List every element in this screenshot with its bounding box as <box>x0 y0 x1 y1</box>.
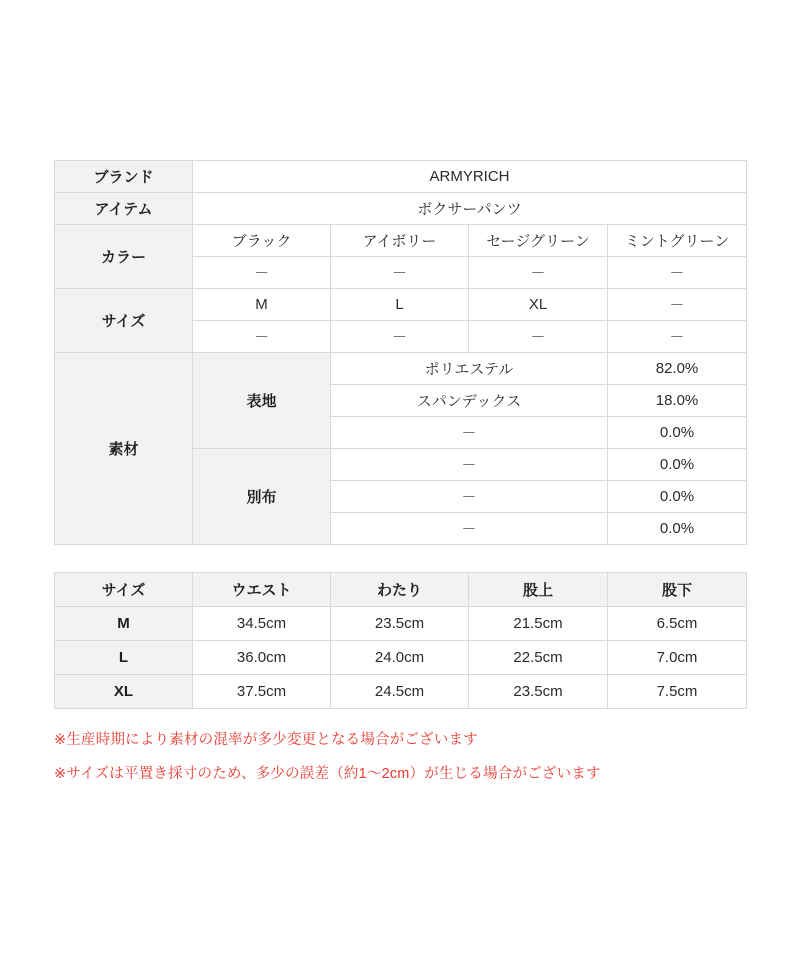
size-value: － <box>331 321 469 353</box>
size-cell: 22.5cm <box>469 641 608 675</box>
size-value: XL <box>469 289 608 321</box>
size-cell: 34.5cm <box>193 607 331 641</box>
note-measurement-tolerance: ※サイズは平置き採寸のため、多少の誤差（約1〜2cm）が生じる場合がございます <box>54 765 601 782</box>
material-name: － <box>331 481 608 513</box>
size-row-label: M <box>55 607 193 641</box>
table-row <box>55 607 747 641</box>
color-value: アイボリー <box>331 225 469 257</box>
spec-label-size: サイズ <box>55 289 193 353</box>
table-row <box>55 675 747 709</box>
spec-value-brand: ARMYRICH <box>193 161 747 193</box>
color-value: ミントグリーン <box>608 225 747 257</box>
spec-label-color: カラー <box>55 225 193 289</box>
material-percent: 82.0% <box>608 353 747 385</box>
size-cell: 6.5cm <box>608 607 747 641</box>
material-name: ポリエステル <box>331 353 608 385</box>
spec-label-brand: ブランド <box>55 161 193 193</box>
table-header-row <box>55 573 747 607</box>
size-measurement-table <box>54 572 747 709</box>
size-value: － <box>608 289 747 321</box>
size-col-header: わたり <box>331 573 469 607</box>
color-value: － <box>608 257 747 289</box>
material-percent: 0.0% <box>608 417 747 449</box>
size-cell: 37.5cm <box>193 675 331 709</box>
material-name: スパンデックス <box>331 385 608 417</box>
size-value: L <box>331 289 469 321</box>
size-cell: 21.5cm <box>469 607 608 641</box>
size-value: － <box>608 321 747 353</box>
size-cell: 7.5cm <box>608 675 747 709</box>
size-value: － <box>193 321 331 353</box>
material-name: － <box>331 449 608 481</box>
table-row <box>55 193 747 225</box>
material-percent: 0.0% <box>608 513 747 545</box>
color-value: セージグリーン <box>469 225 608 257</box>
color-value: － <box>469 257 608 289</box>
material-percent: 0.0% <box>608 481 747 513</box>
material-percent: 0.0% <box>608 449 747 481</box>
table-row <box>55 289 747 321</box>
size-col-header: 股上 <box>469 573 608 607</box>
size-value: M <box>193 289 331 321</box>
color-value: － <box>193 257 331 289</box>
material-group-other: 別布 <box>193 449 331 545</box>
table-row <box>55 161 747 193</box>
material-name: － <box>331 417 608 449</box>
size-cell: 24.0cm <box>331 641 469 675</box>
spec-value-item: ボクサーパンツ <box>193 193 747 225</box>
color-value: ブラック <box>193 225 331 257</box>
size-cell: 23.5cm <box>469 675 608 709</box>
table-row <box>55 353 747 385</box>
notes-section <box>54 730 754 798</box>
table-row <box>55 641 747 675</box>
material-name: － <box>331 513 608 545</box>
size-col-header: サイズ <box>55 573 193 607</box>
spec-label-material: 素材 <box>55 353 193 545</box>
table-row <box>55 225 747 257</box>
note-material-ratio: ※生産時期により素材の混率が多少変更となる場合がございます <box>54 732 478 748</box>
size-col-header: 股下 <box>608 573 747 607</box>
size-value: － <box>469 321 608 353</box>
material-group-outer: 表地 <box>193 353 331 449</box>
material-percent: 18.0% <box>608 385 747 417</box>
size-cell: 7.0cm <box>608 641 747 675</box>
size-cell: 36.0cm <box>193 641 331 675</box>
size-row-label: L <box>55 641 193 675</box>
color-value: － <box>331 257 469 289</box>
size-cell: 24.5cm <box>331 675 469 709</box>
size-row-label: XL <box>55 675 193 709</box>
size-cell: 23.5cm <box>331 607 469 641</box>
size-col-header: ウエスト <box>193 573 331 607</box>
specification-table <box>54 160 747 545</box>
spec-label-item: アイテム <box>55 193 193 225</box>
